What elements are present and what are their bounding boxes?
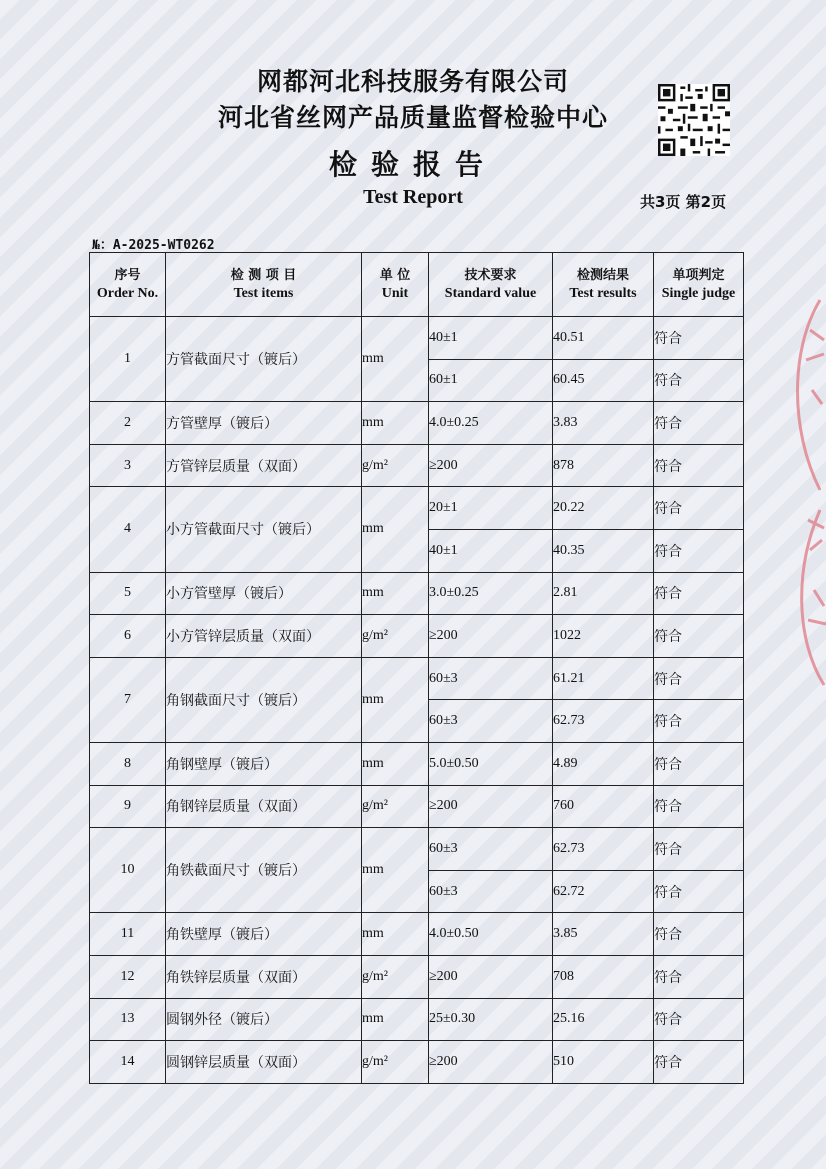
test-results-table xyxy=(89,252,744,1084)
order-number-cell: 14 xyxy=(90,1041,166,1084)
order-number-cell: 2 xyxy=(90,402,166,445)
qr-code-icon xyxy=(658,84,730,156)
column-header xyxy=(553,253,654,317)
standard-value-cell: 5.0±0.50 xyxy=(429,742,553,785)
unit-cell: mm xyxy=(362,742,429,785)
table-body xyxy=(90,317,744,1084)
column-header-cn: 单 位 xyxy=(379,267,411,283)
report-title-cn: 检验报告 xyxy=(328,148,497,181)
column-header-cn: 序号 xyxy=(114,267,141,283)
table-row xyxy=(90,317,744,360)
judgement-cell: 符合 xyxy=(654,615,744,658)
table-row xyxy=(90,444,744,487)
test-item-cell: 角铁壁厚（镀后） xyxy=(166,913,362,956)
standard-value-cell: 25±0.30 xyxy=(429,998,553,1041)
test-result-cell: 1022 xyxy=(553,615,654,658)
test-result-cell: 40.51 xyxy=(553,317,654,360)
test-item-cell: 小方管锌层质量（双面） xyxy=(166,615,362,658)
standard-value-cell: ≥200 xyxy=(429,615,553,658)
judgement-cell: 符合 xyxy=(654,487,744,530)
order-number-cell: 10 xyxy=(90,828,166,913)
standard-value-cell: 60±3 xyxy=(429,657,553,700)
table-header-row xyxy=(90,253,744,317)
judgement-cell: 符合 xyxy=(654,870,744,913)
column-header-en: Test items xyxy=(233,285,294,301)
test-result-cell: 510 xyxy=(553,1041,654,1084)
test-item-cell: 角铁截面尺寸（镀后） xyxy=(166,828,362,913)
test-result-cell: 708 xyxy=(553,955,654,998)
column-header-en: Order No. xyxy=(96,285,159,301)
test-result-cell: 61.21 xyxy=(553,657,654,700)
judgement-cell: 符合 xyxy=(654,913,744,956)
table-row xyxy=(90,402,744,445)
order-number-cell: 3 xyxy=(90,444,166,487)
unit-cell: mm xyxy=(362,657,429,742)
unit-cell: mm xyxy=(362,487,429,572)
column-header-cn: 检测结果 xyxy=(576,267,629,283)
order-number-cell: 7 xyxy=(90,657,166,742)
test-result-cell: 2.81 xyxy=(553,572,654,615)
test-item-cell: 角铁锌层质量（双面） xyxy=(166,955,362,998)
red-seal-stamp-icon xyxy=(780,290,826,690)
table-row xyxy=(90,615,744,658)
test-item-cell: 方管锌层质量（双面） xyxy=(166,444,362,487)
judgement-cell: 符合 xyxy=(654,444,744,487)
unit-cell: g/m² xyxy=(362,785,429,828)
table-row xyxy=(90,998,744,1041)
standard-value-cell: 3.0±0.25 xyxy=(429,572,553,615)
table-row xyxy=(90,657,744,700)
column-header-en: Standard value xyxy=(444,285,537,301)
standard-value-cell: 4.0±0.25 xyxy=(429,402,553,445)
standard-value-cell: 60±1 xyxy=(429,359,553,402)
test-item-cell: 圆钢外径（镀后） xyxy=(166,998,362,1041)
test-result-cell: 62.73 xyxy=(553,828,654,871)
column-header xyxy=(166,253,362,317)
order-number-cell: 13 xyxy=(90,998,166,1041)
column-header-cn: 单项判定 xyxy=(672,267,725,283)
org-name-line2: 河北省丝网产品质量监督检验中心 xyxy=(217,103,608,132)
report-title-en: Test Report xyxy=(363,186,463,208)
order-number-cell: 8 xyxy=(90,742,166,785)
standard-value-cell: ≥200 xyxy=(429,444,553,487)
judgement-cell: 符合 xyxy=(654,657,744,700)
table-row xyxy=(90,742,744,785)
column-header-cn: 检 测 项 目 xyxy=(230,267,297,283)
standard-value-cell: 40±1 xyxy=(429,317,553,360)
judgement-cell: 符合 xyxy=(654,828,744,871)
column-header xyxy=(362,253,429,317)
test-result-cell: 878 xyxy=(553,444,654,487)
table-row xyxy=(90,828,744,871)
standard-value-cell: 20±1 xyxy=(429,487,553,530)
column-header xyxy=(429,253,553,317)
order-number-cell: 4 xyxy=(90,487,166,572)
column-header-en: Single judge xyxy=(661,285,736,301)
unit-cell: g/m² xyxy=(362,615,429,658)
order-number-cell: 12 xyxy=(90,955,166,998)
org-name-line1: 网都河北科技服务有限公司 xyxy=(256,67,569,96)
table-row xyxy=(90,955,744,998)
unit-cell: mm xyxy=(362,317,429,402)
table-row xyxy=(90,487,744,530)
judgement-cell: 符合 xyxy=(654,742,744,785)
test-item-cell: 圆钢锌层质量（双面） xyxy=(166,1041,362,1084)
table-row xyxy=(90,913,744,956)
judgement-cell: 符合 xyxy=(654,785,744,828)
standard-value-cell: ≥200 xyxy=(429,955,553,998)
test-item-cell: 小方管壁厚（镀后） xyxy=(166,572,362,615)
column-header-cn: 技术要求 xyxy=(464,267,517,283)
test-result-cell: 3.85 xyxy=(553,913,654,956)
unit-cell: g/m² xyxy=(362,955,429,998)
test-item-cell: 方管截面尺寸（镀后） xyxy=(166,317,362,402)
unit-cell: mm xyxy=(362,572,429,615)
order-number-cell: 6 xyxy=(90,615,166,658)
order-number-cell: 1 xyxy=(90,317,166,402)
column-header xyxy=(654,253,744,317)
order-number-cell: 11 xyxy=(90,913,166,956)
test-result-cell: 20.22 xyxy=(553,487,654,530)
column-header-en: Unit xyxy=(381,285,409,301)
test-result-cell: 62.72 xyxy=(553,870,654,913)
standard-value-cell: 60±3 xyxy=(429,828,553,871)
table-row xyxy=(90,1041,744,1084)
test-item-cell: 角钢截面尺寸（镀后） xyxy=(166,657,362,742)
column-header xyxy=(90,253,166,317)
judgement-cell: 符合 xyxy=(654,317,744,360)
unit-cell: mm xyxy=(362,402,429,445)
unit-cell: mm xyxy=(362,828,429,913)
test-item-cell: 角钢壁厚（镀后） xyxy=(166,742,362,785)
test-result-cell: 62.73 xyxy=(553,700,654,743)
unit-cell: g/m² xyxy=(362,444,429,487)
test-result-cell: 60.45 xyxy=(553,359,654,402)
column-header-en: Test results xyxy=(569,285,637,301)
judgement-cell: 符合 xyxy=(654,1041,744,1084)
judgement-cell: 符合 xyxy=(654,402,744,445)
page-info: 共3页 第2页 xyxy=(640,193,727,211)
standard-value-cell: 60±3 xyxy=(429,700,553,743)
test-result-cell: 3.83 xyxy=(553,402,654,445)
judgement-cell: 符合 xyxy=(654,572,744,615)
test-item-cell: 小方管截面尺寸（镀后） xyxy=(166,487,362,572)
unit-cell: mm xyxy=(362,998,429,1041)
test-result-cell: 4.89 xyxy=(553,742,654,785)
judgement-cell: 符合 xyxy=(654,529,744,572)
report-number: №：A-2025-WT0262 xyxy=(92,238,215,253)
unit-cell: g/m² xyxy=(362,1041,429,1084)
order-number-cell: 9 xyxy=(90,785,166,828)
unit-cell: mm xyxy=(362,913,429,956)
standard-value-cell: 60±3 xyxy=(429,870,553,913)
judgement-cell: 符合 xyxy=(654,700,744,743)
judgement-cell: 符合 xyxy=(654,955,744,998)
judgement-cell: 符合 xyxy=(654,359,744,402)
judgement-cell: 符合 xyxy=(654,998,744,1041)
test-result-cell: 25.16 xyxy=(553,998,654,1041)
table-row xyxy=(90,572,744,615)
standard-value-cell: 4.0±0.50 xyxy=(429,913,553,956)
order-number-cell: 5 xyxy=(90,572,166,615)
standard-value-cell: ≥200 xyxy=(429,1041,553,1084)
table-row xyxy=(90,785,744,828)
test-item-cell: 方管壁厚（镀后） xyxy=(166,402,362,445)
test-result-cell: 760 xyxy=(553,785,654,828)
test-item-cell: 角钢锌层质量（双面） xyxy=(166,785,362,828)
test-result-cell: 40.35 xyxy=(553,529,654,572)
standard-value-cell: 40±1 xyxy=(429,529,553,572)
standard-value-cell: ≥200 xyxy=(429,785,553,828)
